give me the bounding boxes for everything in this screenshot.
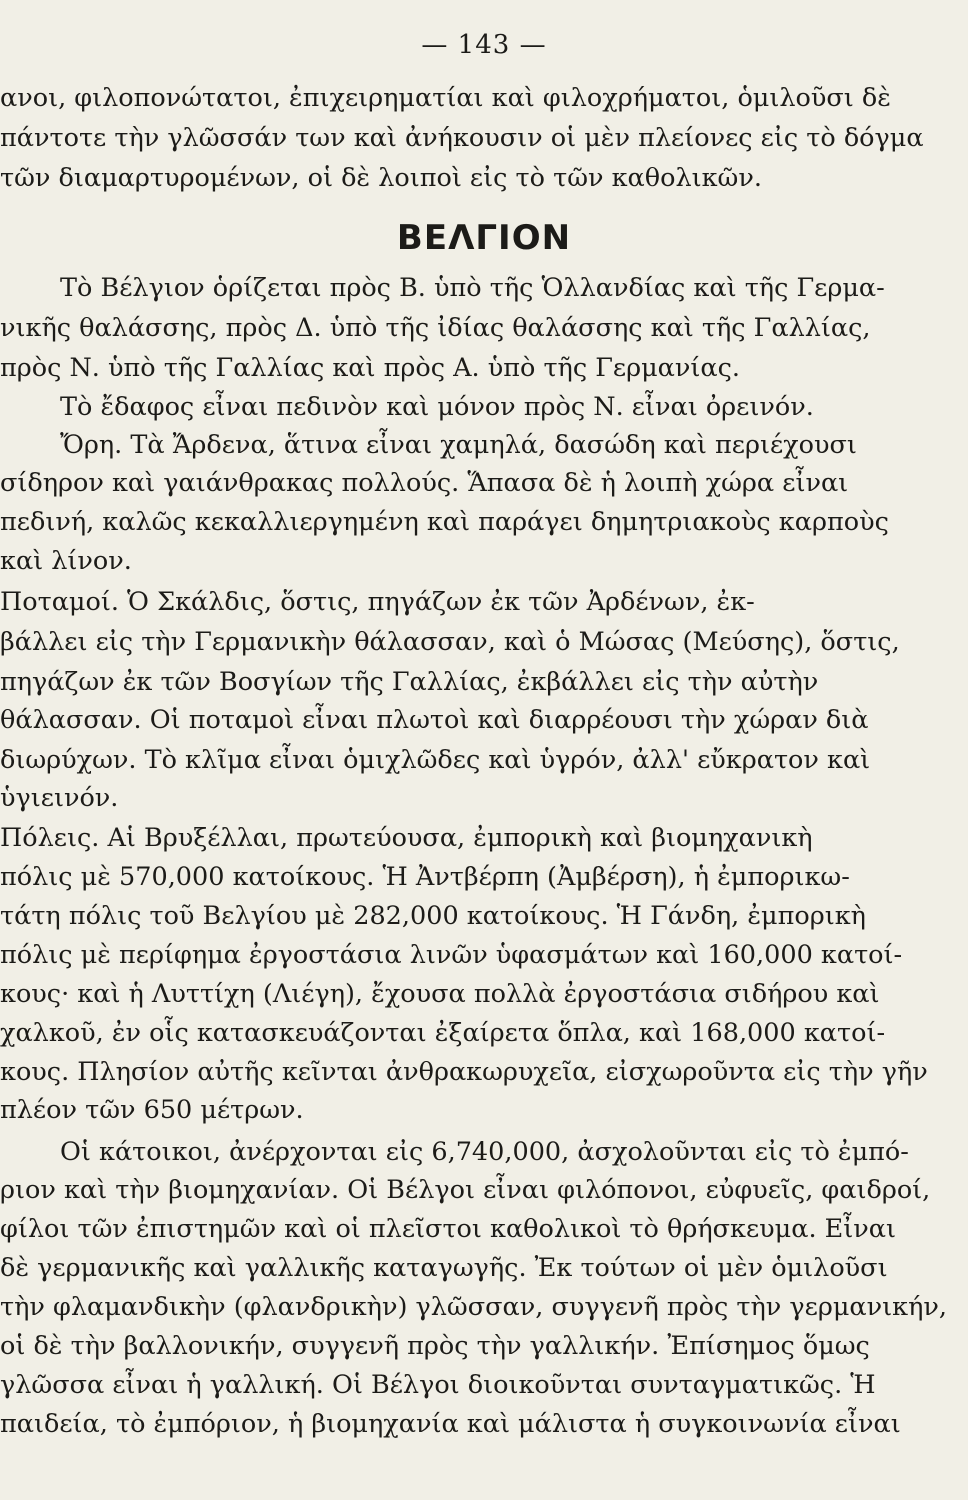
text-line: πρὸς Ν. ὑπὸ τῆς Γαλλίας καὶ πρὸς Α. ὑπὸ τῆς Γερμανίας. (0, 353, 741, 383)
text-line: διωρύχων. Τὸ κλῖμα εἶναι ὁμιχλῶδες καὶ ὑγρόν, ἀλλ' εὔκρατον καὶ (0, 745, 871, 775)
text-line: χαλκοῦ, ἐν οἷς κατασκευάζονται ἐξαίρετα ὅπλα, καὶ 168,000 κατοί- (0, 1018, 886, 1048)
text-line: πόλις μὲ 570,000 κατοίκους. Ἡ Ἀντβέρπη (Ἀμβέρση), ἡ ἐμπορικω- (0, 862, 850, 892)
text-line: δὲ γερμανικῆς καὶ γαλλικῆς καταγωγῆς. Ἐκ τούτων οἱ μὲν ὁμιλοῦσι (0, 1253, 888, 1283)
text-line: παιδεία, τὸ ἐμπόριον, ἡ βιομηχανία καὶ μάλιστα ἡ συγκοινωνία εἶναι (0, 1409, 901, 1439)
text-line: Ποταμοί. Ὁ Σκάλδις, ὅστις, πηγάζων ἐκ τῶν Ἀρδένων, ἐκ- (0, 587, 755, 617)
text-line: κους. Πλησίον αὐτῆς κεῖνται ἀνθρακωρυχεῖα, εἰσχωροῦντα εἰς τὴν γῆν (0, 1057, 928, 1087)
text-line: οἱ δὲ τὴν βαλλονικήν, συγγενῆ πρὸς τὴν γαλλικήν. Ἐπίσημος ὅμως (0, 1331, 870, 1361)
text-line: κους· καὶ ἡ Λυττίχη (Λιέγη), ἔχουσα πολλὰ ἐργοστάσια σιδήρου καὶ (0, 979, 880, 1009)
text-line: νικῆς θαλάσσης, πρὸς Δ. ὑπὸ τῆς ἰδίας θαλάσσης καὶ τῆς Γαλλίας, (0, 313, 871, 343)
text-line: πλέον τῶν 650 μέτρων. (0, 1095, 304, 1125)
text-line: σίδηρον καὶ γαιάνθρακας πολλούς. Ἅπασα δὲ ἡ λοιπὴ χώρα εἶναι (0, 468, 849, 498)
text-line: Ὄρη. Τὰ Ἄρδενα, ἅτινα εἶναι χαμηλά, δασώδη καὶ περιέχουσι (60, 430, 857, 460)
text-line: πηγάζων ἐκ τῶν Βοσγίων τῆς Γαλλίας, ἐκβάλλει εἰς τὴν αὐτὴν (0, 667, 819, 697)
text-line: Πόλεις. Αἱ Βρυξέλλαι, πρωτεύουσα, ἐμπορικὴ καὶ βιομηχανικὴ (0, 823, 813, 853)
text-line: ανοι, φιλοπονώτατοι, ἐπιχειρηματίαι καὶ φιλοχρήματοι, ὁμιλοῦσι δὲ (0, 83, 891, 113)
text-line: φίλοι τῶν ἐπιστημῶν καὶ οἱ πλεῖστοι καθολικοὶ τὸ θρήσκευμα. Εἶναι (0, 1214, 896, 1244)
text-line: βάλλει εἰς τὴν Γερμανικὴν θάλασσαν, καὶ ὁ Μώσας (Μεύσης), ὅστις, (0, 627, 900, 657)
text-line: πεδινή, καλῶς κεκαλλιεργημένη καὶ παράγει δημητριακοὺς καρποὺς (0, 507, 889, 537)
text-line: τῶν διαμαρτυρομένων, οἱ δὲ λοιποὶ εἰς τὸ τῶν καθολικῶν. (0, 163, 762, 193)
text-line: ὑγιεινόν. (0, 783, 119, 813)
section-title: ΒΕΛΓΙΟΝ (396, 218, 572, 258)
text-line: τάτη πόλις τοῦ Βελγίου μὲ 282,000 κατοίκους. Ἡ Γάνδη, ἐμπορικὴ (0, 901, 866, 931)
text-line: θάλασσαν. Οἱ ποταμοὶ εἶναι πλωτοὶ καὶ διαρρέουσι τὴν χώραν διὰ (0, 705, 869, 735)
text-line: πάντοτε τὴν γλῶσσάν των καὶ ἀνήκουσιν οἱ μὲν πλείονες εἰς τὸ δόγμα (0, 123, 924, 153)
text-line: καὶ λίνον. (0, 546, 132, 576)
text-line: Τὸ Βέλγιον ὁρίζεται πρὸς Β. ὑπὸ τῆς Ὁλλανδίας καὶ τῆς Γερμα- (60, 273, 885, 303)
text-line: Οἱ κάτοικοι, ἀνέρχονται εἰς 6,740,000, ἀσχολοῦνται εἰς τὸ ἐμπό- (60, 1137, 909, 1167)
text-line: ριον καὶ τὴν βιομηχανίαν. Οἱ Βέλγοι εἶναι φιλόπονοι, εὐφυεῖς, φαιδροί, (0, 1175, 931, 1205)
text-line: γλῶσσα εἶναι ἡ γαλλική. Οἱ Βέλγοι διοικοῦνται συνταγματικῶς. Ἡ (0, 1370, 876, 1400)
text-line: τὴν φλαμανδικὴν (φλανδρικὴν) γλῶσσαν, συγγενῆ πρὸς τὴν γερμανικήν, (0, 1292, 947, 1322)
page-number: — 143 — (421, 30, 547, 60)
text-line: Τὸ ἔδαφος εἶναι πεδινὸν καὶ μόνον πρὸς Ν. εἶναι ὀρεινόν. (60, 392, 814, 422)
text-line: πόλις μὲ περίφημα ἐργοστάσια λινῶν ὑφασμάτων καὶ 160,000 κατοί- (0, 940, 903, 970)
